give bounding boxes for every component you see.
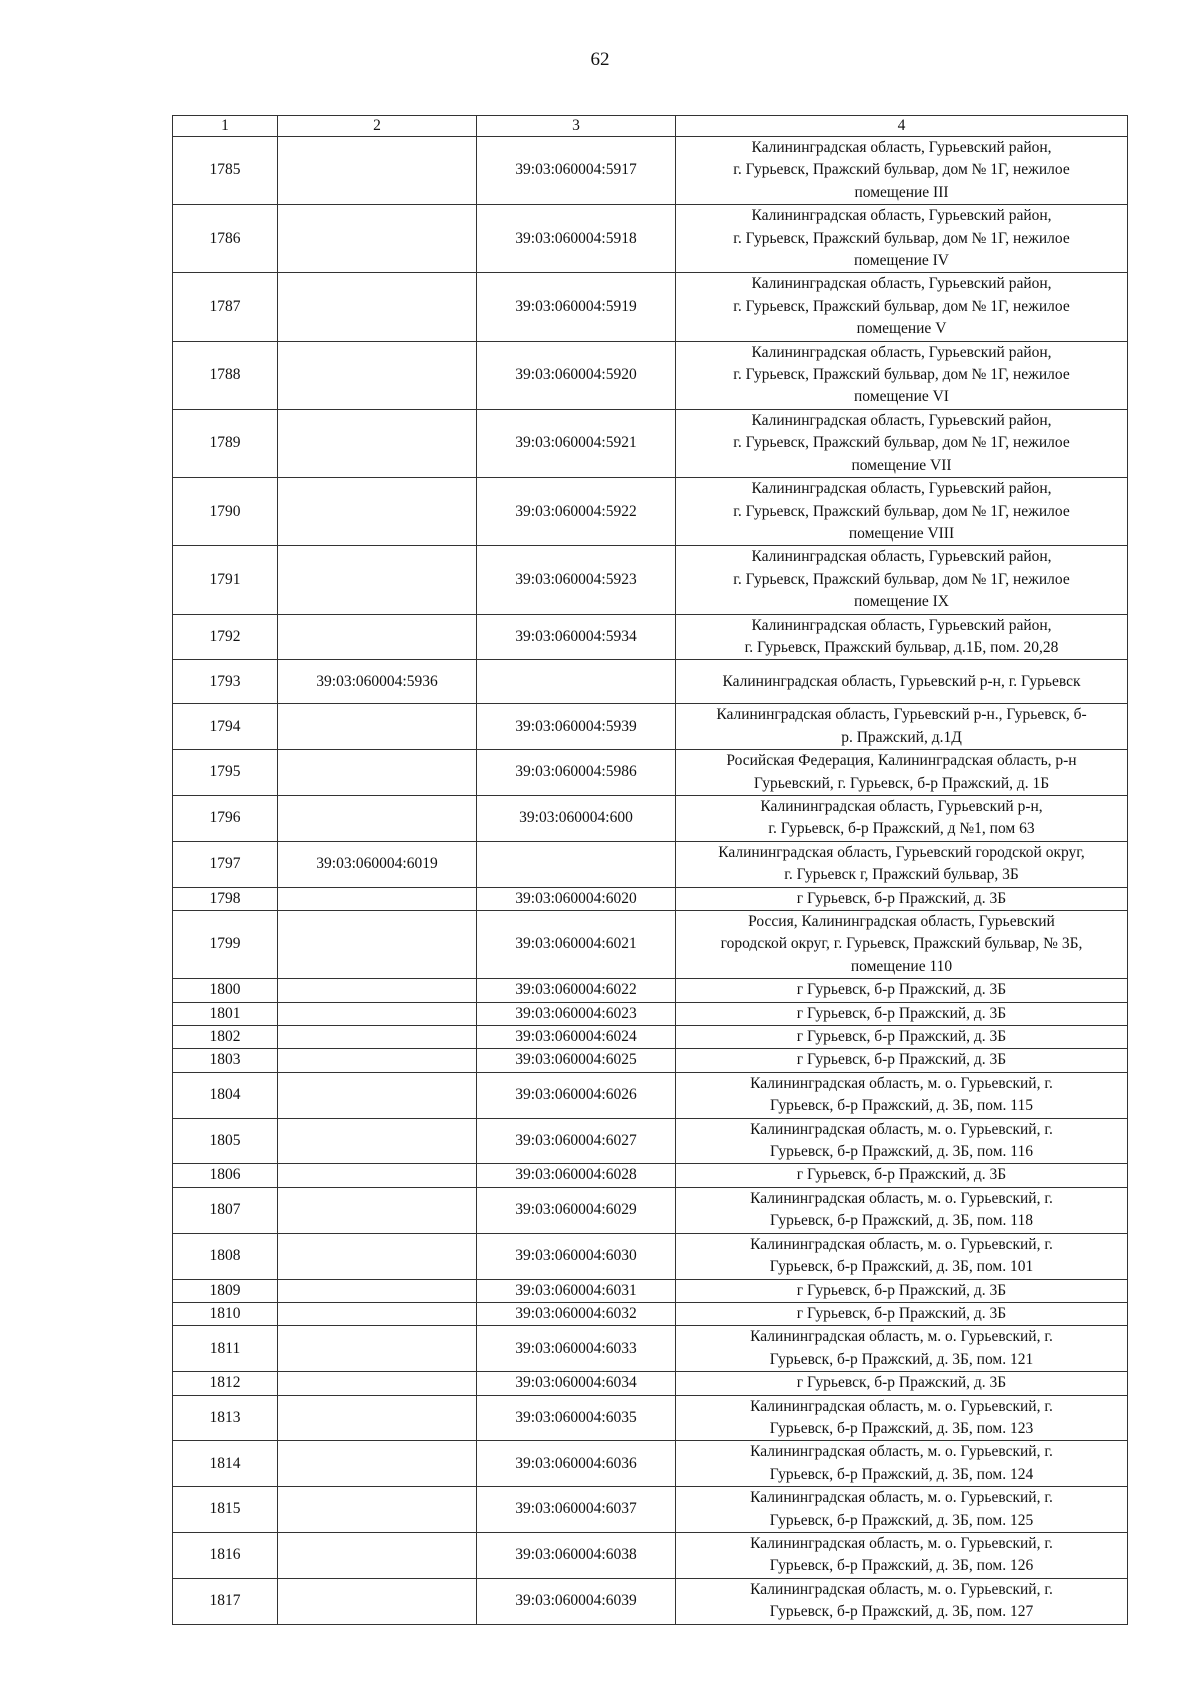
address-cell [676, 979, 1128, 1002]
row-number-cell: 1793 [173, 660, 278, 704]
cadastral-number-col3-cell [477, 841, 676, 887]
row-number-cell: 1813 [173, 1395, 278, 1441]
address-line: Гурьевск, б-р Пражский, д. 3Б, пом. 127 [769, 1603, 1034, 1621]
cadastral-number-col2-cell [278, 137, 477, 205]
table-row [173, 660, 1128, 704]
cadastral-number-col3-cell: 39:03:060004:6026 [477, 1072, 676, 1118]
address-line: г. Гурьевск г, Пражский бульвар, 3Б [784, 866, 1019, 884]
table-row [173, 1002, 1128, 1025]
address-cell [676, 704, 1128, 750]
row-number-cell: 1800 [173, 979, 278, 1002]
table-row [173, 1487, 1128, 1533]
address-cell [676, 1002, 1128, 1025]
address-line: г Гурьевск, б-р Пражский, д. 3Б [796, 1166, 1007, 1184]
address-line: помещение VIII [848, 524, 955, 542]
cadastral-number-col2-cell [278, 1187, 477, 1233]
address-line: помещение VI [854, 388, 949, 406]
header-row [173, 116, 1128, 137]
cadastral-number-col3-cell: 39:03:060004:6038 [477, 1532, 676, 1578]
address-line: г Гурьевск, б-р Пражский, д. 3Б [796, 1004, 1007, 1022]
cadastral-number-col2-cell [278, 1049, 477, 1072]
address-line: Калининградская область, м. о. Гурьевский, г. [750, 1534, 1053, 1552]
address-line: Калининградская область, м. о. Гурьевский, г. [750, 1120, 1053, 1138]
address-line: помещение III [854, 183, 949, 201]
row-number-cell: 1810 [173, 1302, 278, 1325]
address-line: Калининградская область, м. о. Гурьевский, г. [750, 1074, 1053, 1092]
address-line: г. Гурьевск, Пражский бульвар, дом № 1Г, нежилое [733, 570, 1070, 588]
address-cell [676, 614, 1128, 660]
table-body [173, 137, 1128, 1625]
table-row [173, 1395, 1128, 1441]
cadastral-number-col2-cell [278, 911, 477, 979]
table-row [173, 478, 1128, 546]
address-line: г. Гурьевск, Пражский бульвар, дом № 1Г, нежилое [733, 434, 1070, 452]
cadastral-number-col3-cell: 39:03:060004:6021 [477, 911, 676, 979]
cadastral-number-col2-cell [278, 887, 477, 910]
registry-table [172, 115, 1128, 1625]
table-row [173, 979, 1128, 1002]
cadastral-number-col3-cell: 39:03:060004:6022 [477, 979, 676, 1002]
cadastral-number-col3-cell: 39:03:060004:6024 [477, 1026, 676, 1049]
row-number-cell: 1795 [173, 750, 278, 796]
address-cell [676, 341, 1128, 409]
column-header-2: 2 [278, 116, 477, 137]
address-line: Россия, Калининградская область, Гурьевский [748, 913, 1055, 930]
table-header [173, 116, 1128, 137]
row-number-cell: 1812 [173, 1372, 278, 1395]
table-row [173, 1164, 1128, 1187]
cadastral-number-col3-cell: 39:03:060004:6028 [477, 1164, 676, 1187]
row-number-cell: 1801 [173, 1002, 278, 1025]
cadastral-number-col3-cell [477, 660, 676, 704]
table-row [173, 1233, 1128, 1279]
address-cell [676, 1118, 1128, 1164]
row-number-cell: 1792 [173, 614, 278, 660]
table-row [173, 1049, 1128, 1072]
address-line: Гурьевск, б-р Пражский, д. 3Б, пом. 123 [769, 1419, 1034, 1437]
address-line: г. Гурьевск, Пражский бульвар, дом № 1Г, нежилое [733, 366, 1070, 384]
address-line: Гурьевск, б-р Пражский, д. 3Б, пом. 125 [769, 1511, 1034, 1529]
row-number-cell: 1802 [173, 1026, 278, 1049]
cadastral-number-col3-cell: 39:03:060004:6030 [477, 1233, 676, 1279]
row-number-cell: 1815 [173, 1487, 278, 1533]
address-cell [676, 1532, 1128, 1578]
address-line: помещение IV [854, 252, 949, 270]
cadastral-number-col3-cell: 39:03:060004:6027 [477, 1118, 676, 1164]
address-line: Калининградская область, Гурьевский р-н, [760, 797, 1043, 815]
cadastral-number-col2-cell [278, 478, 477, 546]
address-line: Гурьевск, б-р Пражский, д. 3Б, пом. 121 [769, 1350, 1034, 1368]
row-number-cell: 1808 [173, 1233, 278, 1279]
address-line: Гурьевск, б-р Пражский, д. 3Б, пом. 126 [769, 1557, 1034, 1575]
address-cell [676, 546, 1128, 614]
row-number-cell: 1788 [173, 341, 278, 409]
address-line: Калининградская область, Гурьевский район, [751, 343, 1052, 361]
cadastral-number-col2-cell: 39:03:060004:5936 [278, 660, 477, 704]
table-row [173, 841, 1128, 887]
address-cell [676, 1372, 1128, 1395]
address-line: г. Гурьевск, Пражский бульвар, д.1Б, пом. 20,28 [744, 638, 1059, 656]
table-row [173, 1072, 1128, 1118]
address-line: Калининградская область, Гурьевский район, [751, 411, 1052, 429]
row-number-cell: 1799 [173, 911, 278, 979]
cadastral-number-col3-cell: 39:03:060004:5919 [477, 273, 676, 341]
address-cell [676, 1187, 1128, 1233]
cadastral-number-col3-cell: 39:03:060004:5923 [477, 546, 676, 614]
row-number-cell: 1816 [173, 1532, 278, 1578]
table-row [173, 911, 1128, 979]
cadastral-number-col3-cell: 39:03:060004:5918 [477, 205, 676, 273]
cadastral-number-col2-cell [278, 273, 477, 341]
address-line: Калининградская область, Гурьевский район, [751, 480, 1052, 498]
address-line: г Гурьевск, б-р Пражский, д. 3Б [796, 1304, 1007, 1322]
address-cell [676, 1302, 1128, 1325]
table-row [173, 1441, 1128, 1487]
row-number-cell: 1804 [173, 1072, 278, 1118]
address-line: Гурьевск, б-р Пражский, д. 3Б, пом. 115 [770, 1097, 1033, 1115]
row-number-cell: 1817 [173, 1578, 278, 1624]
address-cell [676, 1164, 1128, 1187]
address-line: помещение VII [851, 456, 952, 474]
address-cell [676, 1233, 1128, 1279]
address-line: Гурьевский, г. Гурьевск, б-р Пражский, д. 1Б [753, 774, 1050, 792]
table-row [173, 205, 1128, 273]
table-row [173, 1187, 1128, 1233]
address-cell [676, 273, 1128, 341]
cadastral-number-col2-cell [278, 1279, 477, 1302]
address-cell [676, 1395, 1128, 1441]
address-cell [676, 1072, 1128, 1118]
cadastral-number-col2-cell [278, 1395, 477, 1441]
address-line: г. Гурьевск, Пражский бульвар, дом № 1Г, нежилое [733, 297, 1070, 315]
address-line: помещение IX [854, 593, 949, 611]
address-cell [676, 1441, 1128, 1487]
row-number-cell: 1787 [173, 273, 278, 341]
address-line: Гурьевск, б-р Пражский, д. 3Б, пом. 101 [769, 1258, 1034, 1276]
address-line: Калининградская область, Гурьевский район, [751, 616, 1052, 634]
cadastral-number-col3-cell: 39:03:060004:6037 [477, 1487, 676, 1533]
address-cell [676, 887, 1128, 910]
address-cell [676, 1326, 1128, 1372]
cadastral-number-col3-cell: 39:03:060004:6031 [477, 1279, 676, 1302]
address-line: Калининградская область, м. о. Гурьевский, г. [750, 1397, 1053, 1415]
cadastral-number-col2-cell [278, 750, 477, 796]
address-line: помещение V [856, 320, 947, 338]
address-line: Гурьевск, б-р Пражский, д. 3Б, пом. 124 [769, 1465, 1034, 1483]
table-row [173, 1578, 1128, 1624]
address-line: Калининградская область, м. о. Гурьевский, г. [750, 1189, 1053, 1207]
cadastral-number-col2-cell [278, 409, 477, 477]
address-line: г Гурьевск, б-р Пражский, д. 3Б [796, 1374, 1007, 1392]
row-number-cell: 1785 [173, 137, 278, 205]
cadastral-number-col3-cell: 39:03:060004:6033 [477, 1326, 676, 1372]
table-row [173, 614, 1128, 660]
row-number-cell: 1791 [173, 546, 278, 614]
cadastral-number-col2-cell [278, 1302, 477, 1325]
address-line: г Гурьевск, б-р Пражский, д. 3Б [796, 1281, 1007, 1299]
cadastral-number-col3-cell: 39:03:060004:6039 [477, 1578, 676, 1624]
row-number-cell: 1806 [173, 1164, 278, 1187]
cadastral-number-col2-cell [278, 341, 477, 409]
table-row [173, 1302, 1128, 1325]
address-line: г. Гурьевск, Пражский бульвар, дом № 1Г, нежилое [733, 502, 1070, 520]
cadastral-number-col3-cell: 39:03:060004:5921 [477, 409, 676, 477]
cadastral-number-col2-cell [278, 1326, 477, 1372]
row-number-cell: 1811 [173, 1326, 278, 1372]
cadastral-number-col3-cell: 39:03:060004:6025 [477, 1049, 676, 1072]
cadastral-number-col3-cell: 39:03:060004:5934 [477, 614, 676, 660]
cadastral-number-col2-cell [278, 1532, 477, 1578]
address-cell [676, 750, 1128, 796]
cadastral-number-col2-cell [278, 1072, 477, 1118]
row-number-cell: 1807 [173, 1187, 278, 1233]
address-line: г Гурьевск, б-р Пражский, д. 3Б [796, 1051, 1007, 1069]
address-cell [676, 1279, 1128, 1302]
cadastral-number-col3-cell: 39:03:060004:600 [477, 795, 676, 841]
row-number-cell: 1805 [173, 1118, 278, 1164]
cadastral-number-col3-cell: 39:03:060004:6032 [477, 1302, 676, 1325]
cadastral-number-col2-cell [278, 1164, 477, 1187]
address-line: Калининградская область, Гурьевский р-н, г. Гурьевск [722, 672, 1081, 690]
row-number-cell: 1797 [173, 841, 278, 887]
cadastral-number-col3-cell: 39:03:060004:6020 [477, 887, 676, 910]
cadastral-number-col2-cell [278, 795, 477, 841]
cadastral-number-col2-cell: 39:03:060004:6019 [278, 841, 477, 887]
column-header-3: 3 [477, 116, 676, 137]
cadastral-number-col3-cell: 39:03:060004:6034 [477, 1372, 676, 1395]
cadastral-number-col2-cell [278, 979, 477, 1002]
table-row [173, 1372, 1128, 1395]
table-row [173, 887, 1128, 910]
address-line: Калининградская область, м. о. Гурьевский, г. [750, 1443, 1053, 1461]
table-row [173, 409, 1128, 477]
address-cell [676, 795, 1128, 841]
address-cell [676, 1026, 1128, 1049]
cadastral-number-col2-cell [278, 704, 477, 750]
page-number: 62 [590, 49, 610, 70]
address-line: городской округ, г. Гурьевск, Пражский бульвар, № 3Б, [720, 935, 1083, 953]
cadastral-number-col3-cell: 39:03:060004:6029 [477, 1187, 676, 1233]
row-number-cell: 1786 [173, 205, 278, 273]
row-number-cell: 1798 [173, 887, 278, 910]
address-line: помещение 110 [850, 957, 953, 975]
cadastral-number-col3-cell: 39:03:060004:6023 [477, 1002, 676, 1025]
cadastral-number-col3-cell: 39:03:060004:5920 [477, 341, 676, 409]
cadastral-number-col2-cell [278, 546, 477, 614]
row-number-cell: 1814 [173, 1441, 278, 1487]
row-number-cell: 1789 [173, 409, 278, 477]
cadastral-number-col2-cell [278, 1372, 477, 1395]
address-line: Калининградская область, Гурьевский городской округ, [718, 843, 1085, 861]
address-line: Росийская Федерация, Калининградская область, р-н [726, 752, 1077, 770]
cadastral-number-col2-cell [278, 205, 477, 273]
address-cell [676, 1487, 1128, 1533]
address-cell [676, 1578, 1128, 1624]
address-line: г Гурьевск, б-р Пражский, д. 3Б [796, 889, 1007, 907]
address-cell [676, 137, 1128, 205]
address-cell [676, 409, 1128, 477]
column-header-4: 4 [676, 116, 1128, 137]
cadastral-number-col2-cell [278, 1026, 477, 1049]
cadastral-number-col3-cell: 39:03:060004:5917 [477, 137, 676, 205]
address-line: Калининградская область, Гурьевский район, [751, 548, 1052, 566]
address-line: Калининградская область, Гурьевский район, [751, 139, 1052, 156]
address-cell [676, 478, 1128, 546]
address-cell [676, 660, 1128, 704]
cadastral-number-col2-cell [278, 1487, 477, 1533]
address-line: Калининградская область, Гурьевский район, [751, 275, 1052, 293]
cadastral-number-col2-cell [278, 1118, 477, 1164]
cadastral-number-col3-cell: 39:03:060004:5922 [477, 478, 676, 546]
address-line: Калининградская область, м. о. Гурьевский, г. [750, 1489, 1053, 1507]
table-row [173, 273, 1128, 341]
address-line: Гурьевск, б-р Пражский, д. 3Б, пом. 118 [770, 1212, 1033, 1230]
address-cell [676, 205, 1128, 273]
cadastral-number-col2-cell [278, 1002, 477, 1025]
address-line: г. Гурьевск, Пражский бульвар, дом № 1Г, нежилое [733, 161, 1070, 179]
table-row [173, 795, 1128, 841]
address-line: г Гурьевск, б-р Пражский, д. 3Б [796, 1028, 1007, 1046]
table-row [173, 1326, 1128, 1372]
address-line: г. Гурьевск, б-р Пражский, д №1, пом 63 [768, 820, 1035, 838]
row-number-cell: 1803 [173, 1049, 278, 1072]
address-line: р. Пражский, д.1Д [841, 728, 962, 746]
address-cell [676, 911, 1128, 979]
address-line: Калининградская область, м. о. Гурьевский, г. [750, 1235, 1053, 1253]
cadastral-number-col3-cell: 39:03:060004:5986 [477, 750, 676, 796]
cadastral-number-col2-cell [278, 1578, 477, 1624]
table-row [173, 1532, 1128, 1578]
table-row [173, 137, 1128, 205]
table-row [173, 750, 1128, 796]
table-row [173, 546, 1128, 614]
address-line: Гурьевск, б-р Пражский, д. 3Б, пом. 116 [770, 1143, 1033, 1161]
address-cell [676, 841, 1128, 887]
cadastral-number-col3-cell: 39:03:060004:6036 [477, 1441, 676, 1487]
cadastral-number-col2-cell [278, 1441, 477, 1487]
address-line: Калининградская область, Гурьевский р-н., Гурьевск, б- [716, 706, 1087, 724]
address-line: Калининградская область, Гурьевский район, [751, 207, 1052, 225]
table-row [173, 1279, 1128, 1302]
column-header-1: 1 [173, 116, 278, 137]
address-cell [676, 1049, 1128, 1072]
cadastral-number-col3-cell: 39:03:060004:6035 [477, 1395, 676, 1441]
table-row [173, 704, 1128, 750]
table-row [173, 1118, 1128, 1164]
row-number-cell: 1794 [173, 704, 278, 750]
row-number-cell: 1790 [173, 478, 278, 546]
table-row [173, 341, 1128, 409]
address-line: Калининградская область, м. о. Гурьевский, г. [750, 1580, 1053, 1598]
cadastral-number-col3-cell: 39:03:060004:5939 [477, 704, 676, 750]
address-line: Калининградская область, м. о. Гурьевский, г. [750, 1328, 1053, 1346]
row-number-cell: 1796 [173, 795, 278, 841]
row-number-cell: 1809 [173, 1279, 278, 1302]
address-line: г Гурьевск, б-р Пражский, д. 3Б [796, 981, 1007, 999]
cadastral-number-col2-cell [278, 1233, 477, 1279]
cadastral-number-col2-cell [278, 614, 477, 660]
address-line: г. Гурьевск, Пражский бульвар, дом № 1Г, нежилое [733, 229, 1070, 247]
table-row [173, 1026, 1128, 1049]
